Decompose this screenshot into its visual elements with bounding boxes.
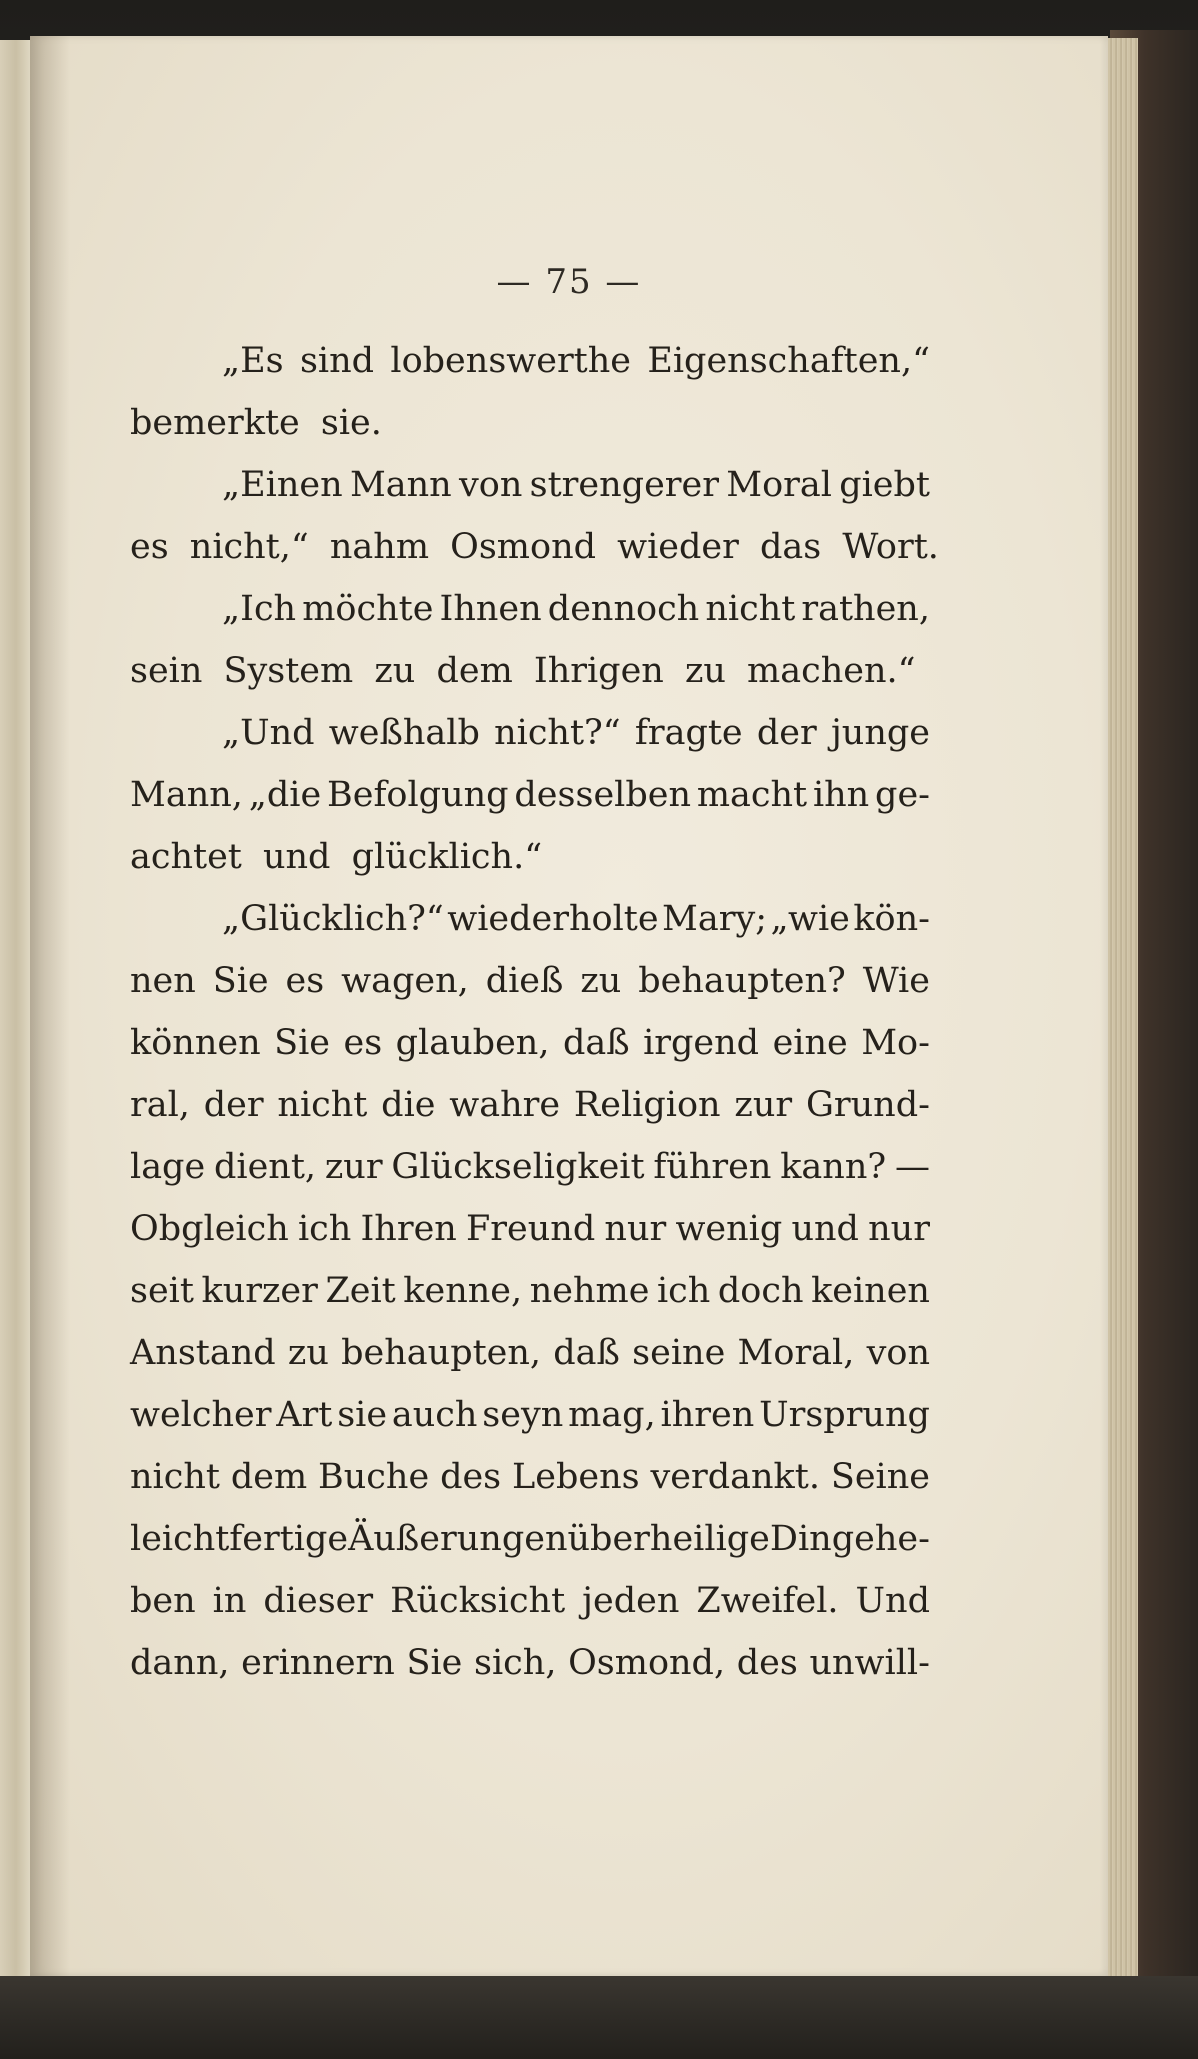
body-text xyxy=(130,330,939,1694)
left-page-edge xyxy=(0,40,32,1990)
bottom-background xyxy=(0,1976,1198,2059)
text-line: können Sie es glauben, daß irgend eine Mo- xyxy=(130,1023,930,1063)
text-line: „Ich möchte Ihnen dennoch nicht rathen, xyxy=(222,589,930,629)
text-line: „Und weßhalb nicht?“ fragte der junge xyxy=(222,713,930,753)
text-line: welcher Art sie auch seyn mag, ihren Ursprung xyxy=(130,1395,930,1435)
text-line: sein System zu dem Ihrigen zu machen.“ xyxy=(130,651,916,691)
text-line: „Einen Mann von strengerer Moral giebt xyxy=(222,465,930,505)
text-line: leichtfertige Äußerungen über heilige Dinge he- xyxy=(130,1519,930,1559)
text-line: „Es sind lobenswerthe Eigenschaften,“ xyxy=(222,341,930,381)
text-line: lage dient, zur Glückseligkeit führen kann? — xyxy=(130,1147,930,1187)
text-line: es nicht,“ nahm Osmond wieder das Wort. xyxy=(130,527,939,567)
text-line: Obgleich ich Ihren Freund nur wenig und nur xyxy=(130,1209,930,1249)
text-line: achtet und glücklich.“ xyxy=(130,837,543,877)
text-line: nicht dem Buche des Lebens verdankt. Seine xyxy=(130,1457,930,1497)
text-line: Mann, „die Befolgung desselben macht ihn ge- xyxy=(130,775,930,815)
text-line: ral, der nicht die wahre Religion zur Grund- xyxy=(130,1085,930,1125)
text-line: Anstand zu behaupten, daß seine Moral, von xyxy=(130,1333,930,1373)
text-line: nen Sie es wagen, dieß zu behaupten? Wie xyxy=(130,961,930,1001)
page-number-header: — 75 — xyxy=(496,262,642,302)
text-line: ben in dieser Rücksicht jeden Zweifel. Und xyxy=(130,1581,930,1621)
text-line: dann, erinnern Sie sich, Osmond, des unwill- xyxy=(130,1643,930,1683)
text-line: „Glücklich?“ wiederholte Mary; „wie kön- xyxy=(222,899,930,939)
text-line: bemerkte sie. xyxy=(130,403,382,443)
text-line: seit kurzer Zeit kenne, nehme ich doch keinen xyxy=(130,1271,930,1311)
gutter-shadow xyxy=(30,36,70,1976)
